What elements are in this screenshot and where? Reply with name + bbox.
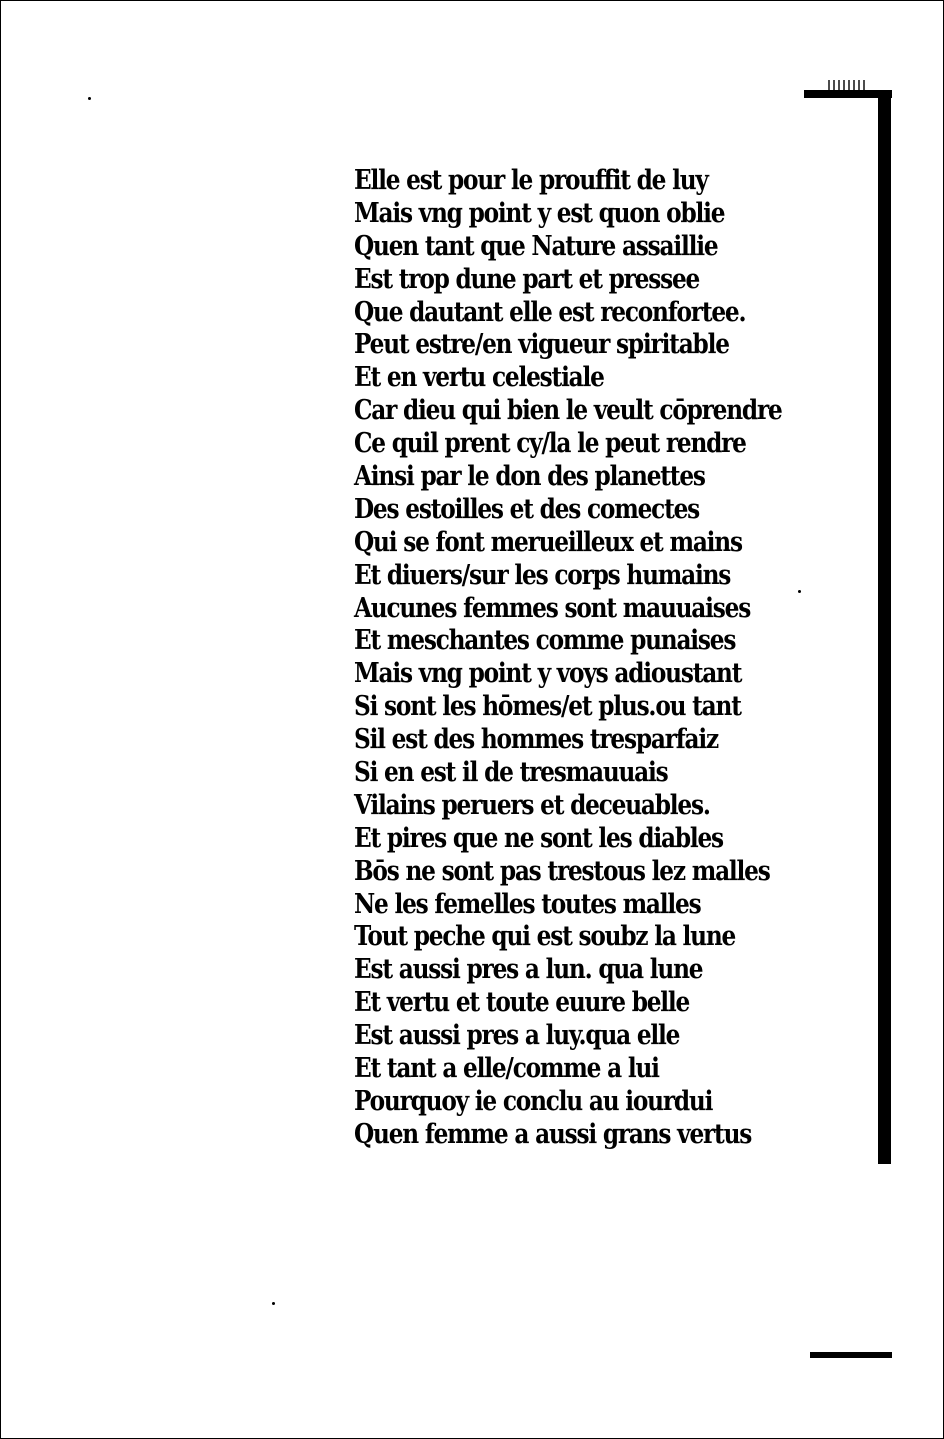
verse-line: Et diuers/sur les corps humains bbox=[354, 559, 731, 591]
verse-line: Mais vng point y est quon oblie bbox=[354, 197, 725, 229]
verse-line: Ne les femelles toutes malles bbox=[354, 888, 701, 920]
verse-line: Et en vertu celestiale bbox=[354, 362, 604, 394]
verse-line: Si sont les hōmes/et plus.ou tant bbox=[354, 691, 741, 723]
verse-line: Que dautant elle est reconfortee. bbox=[354, 296, 746, 328]
verse-text bbox=[354, 165, 824, 1152]
verse-line: Aucunes femmes sont mauuaises bbox=[354, 592, 751, 624]
verse-line: Pourquoy ie conclu au iourdui bbox=[354, 1085, 713, 1117]
verse-line: Des estoilles et des comectes bbox=[354, 493, 700, 525]
verse-line: Qui se font merueilleux et mains bbox=[354, 526, 742, 558]
verse-line: Et tant a elle/comme a lui bbox=[354, 1053, 659, 1085]
verse-line: Mais vng point y voys adioustant bbox=[354, 658, 742, 690]
verse-line: Elle est pour le prouffit de luy bbox=[354, 165, 708, 196]
verse-line: Est aussi pres a luy.qua elle bbox=[354, 1020, 680, 1052]
verse-line: Si en est il de tresmauuais bbox=[354, 757, 668, 789]
verse-line: Peut estre/en vigueur spiritable bbox=[354, 329, 729, 361]
ink-speck bbox=[88, 97, 91, 100]
verse-line: Car dieu qui bien le veult cōprendre bbox=[354, 395, 782, 427]
verse-line: Tout peche qui est soubz la lune bbox=[354, 921, 736, 953]
verse-line: Vilains peruers et deceuables. bbox=[354, 789, 710, 821]
verse-line: Est trop dune part et pressee bbox=[354, 263, 700, 295]
verse-line: Sil est des hommes tresparfaiz bbox=[354, 724, 718, 756]
verse-line: Quen tant que Nature assaillie bbox=[354, 230, 718, 262]
ink-speck bbox=[272, 1302, 275, 1305]
verse-line: Est aussi pres a lun. qua lune bbox=[354, 954, 703, 986]
verse-line: Et meschantes comme punaises bbox=[354, 625, 736, 657]
verse-line: Et pires que ne sont les diables bbox=[354, 822, 723, 854]
verse-line: Bōs ne sont pas trestous lez malles bbox=[354, 855, 770, 887]
verse-line: Et vertu et toute euure belle bbox=[354, 987, 690, 1019]
page-edge-shadow bbox=[878, 96, 891, 1164]
bottom-rule bbox=[810, 1352, 892, 1358]
verse-line: Ce quil prent cy/la le peut rendre bbox=[354, 428, 746, 460]
verse-line: Quen femme a aussi grans vertus bbox=[354, 1118, 752, 1150]
verse-line: Ainsi par le don des planettes bbox=[354, 461, 705, 493]
